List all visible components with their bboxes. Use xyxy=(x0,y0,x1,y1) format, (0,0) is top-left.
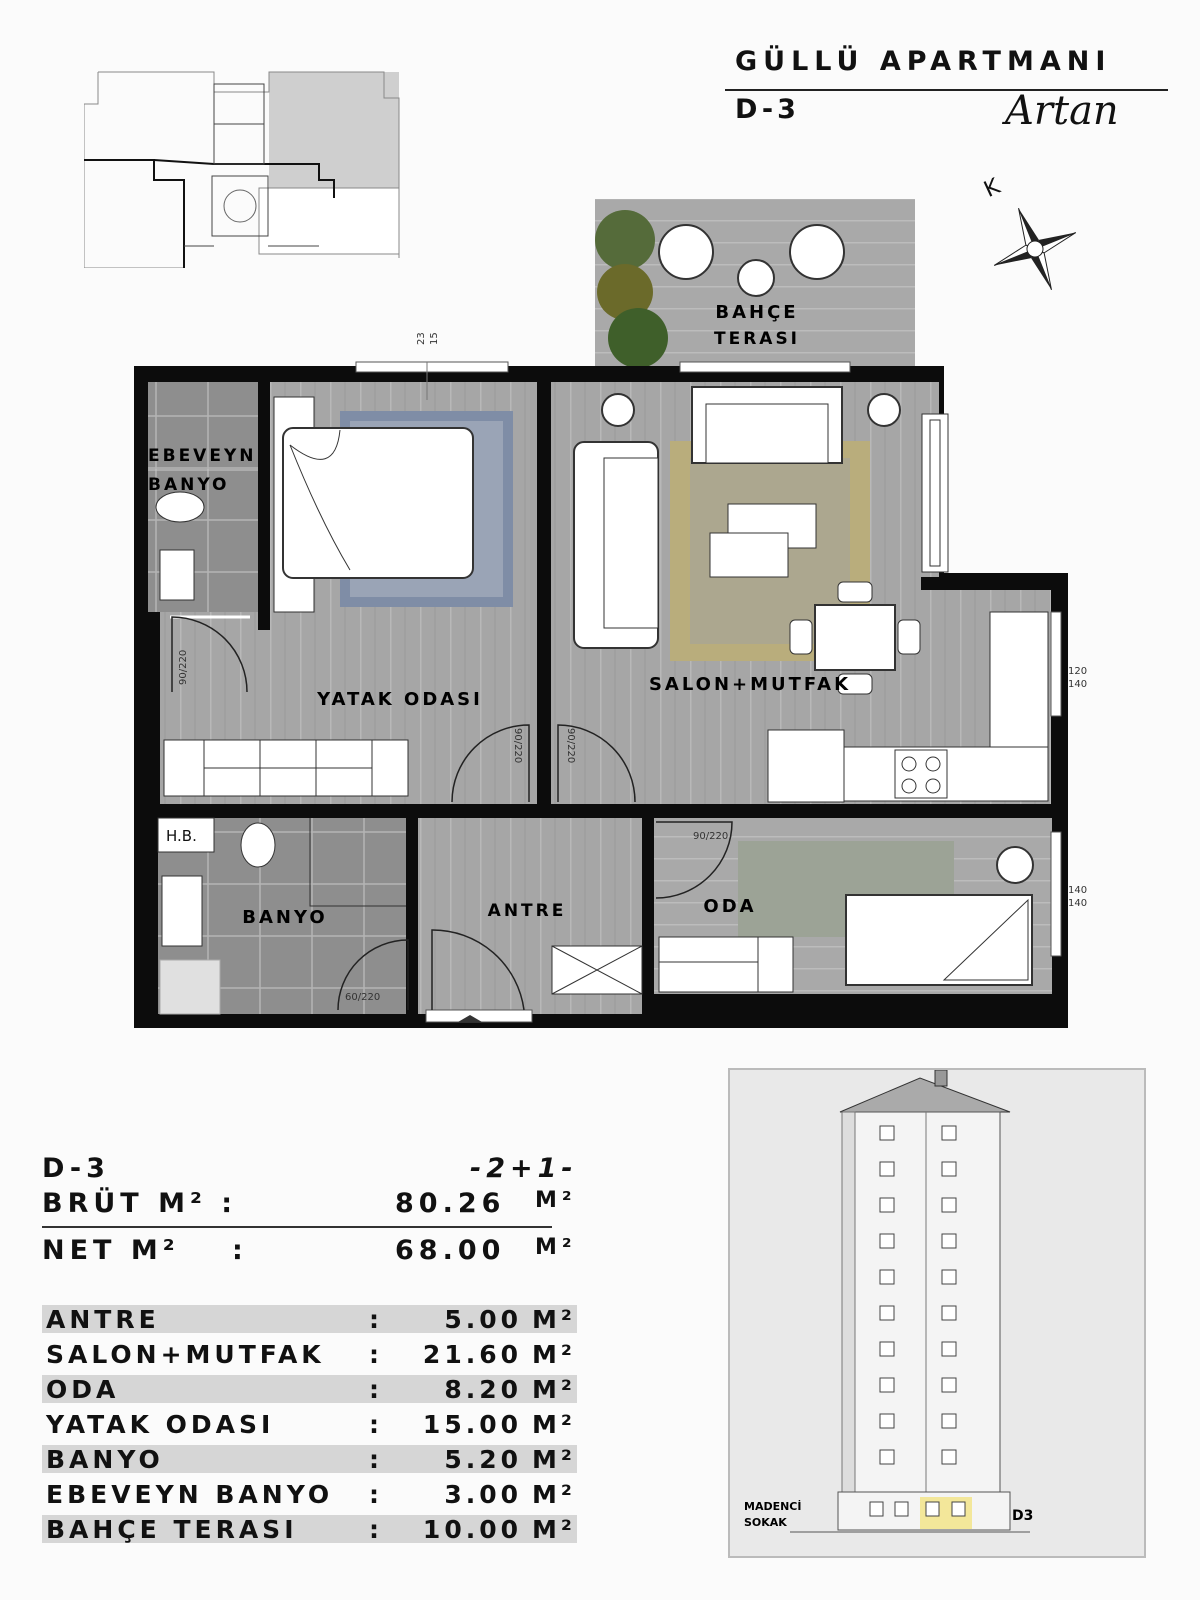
street-label-2: SOKAK xyxy=(744,1516,787,1529)
elevation-window xyxy=(942,1234,956,1248)
elevation-window xyxy=(942,1378,956,1392)
dim-door-salon-b: 90/220 xyxy=(565,728,576,764)
banyo-label: BANYO xyxy=(242,907,328,928)
hb-label: H.B. xyxy=(166,827,197,845)
dim-window-oda-a: 140 xyxy=(1068,885,1088,896)
salon-mutfak-label: SALON+MUTFAK xyxy=(648,674,852,695)
net-colon: : xyxy=(232,1235,248,1266)
area-row: EBEVEYN BANYO : 3.00 M² xyxy=(46,1480,576,1509)
unit-marker: D3 xyxy=(1012,1508,1034,1524)
area-row: ANTRE : 5.00 M² xyxy=(42,1305,577,1333)
dim-window-salon-b: 140 xyxy=(1068,679,1088,690)
dim-door-oda: 90/220 xyxy=(693,831,729,842)
elevation-window xyxy=(942,1414,956,1428)
dim-top-b: 15 xyxy=(429,332,440,345)
area-row: SALON+MUTFAK : 21.60 M² xyxy=(46,1340,576,1369)
oda-label: ODA xyxy=(703,896,757,917)
elevation-window xyxy=(880,1198,894,1212)
elevation-window xyxy=(880,1162,894,1176)
brand-logo: Artan xyxy=(1005,88,1119,134)
summary-unit-type: -2+1- xyxy=(470,1153,578,1184)
dim-window-salon-a: 120 xyxy=(1068,666,1088,677)
dim-door-banyo: 60/220 xyxy=(345,992,381,1003)
elevation-window xyxy=(942,1342,956,1356)
gross-unit: M² xyxy=(535,1188,577,1213)
elevation-window xyxy=(942,1198,956,1212)
elevation-window xyxy=(942,1270,956,1284)
bed xyxy=(283,428,473,578)
unit-code: D-3 xyxy=(735,94,800,125)
elevation-window xyxy=(942,1450,956,1464)
elevation-window xyxy=(880,1450,894,1464)
area-row: YATAK ODASI : 15.00 M² xyxy=(46,1410,576,1439)
elevation-window xyxy=(942,1126,956,1140)
elevation-window xyxy=(880,1306,894,1320)
oda-bed xyxy=(846,895,1032,985)
gross-value: 80.26 xyxy=(395,1188,506,1219)
elevation-window xyxy=(880,1378,894,1392)
elevation-window xyxy=(880,1414,894,1428)
yatak-odasi-label: YATAK ODASI xyxy=(317,689,483,710)
area-row: BAHÇE TERASI : 10.00 M² xyxy=(42,1515,577,1543)
compass-north-label: K xyxy=(980,174,1005,203)
net-label: NET M² xyxy=(42,1235,180,1266)
summary-unit-code: D-3 xyxy=(42,1153,110,1184)
building-name: GÜLLÜ APARTMANI xyxy=(735,46,1112,77)
terrace-label-2: TERASI xyxy=(713,329,801,349)
elevation-window xyxy=(870,1502,883,1516)
net-unit: M² xyxy=(535,1235,577,1260)
dim-window-oda-b: 140 xyxy=(1068,898,1088,909)
ebeveyn-banyo-label-2: BANYO xyxy=(148,475,230,495)
ebeveyn-banyo-label-1: EBEVEYN xyxy=(148,446,257,466)
elevation-window xyxy=(926,1502,939,1516)
terrace-label-1: BAHÇE xyxy=(715,302,799,323)
net-value: 68.00 xyxy=(395,1235,506,1266)
elevation-window xyxy=(880,1234,894,1248)
elevation-window xyxy=(880,1342,894,1356)
elevation-window xyxy=(942,1306,956,1320)
street-label-1: MADENCİ xyxy=(744,1500,802,1513)
gross-label: BRÜT M² : xyxy=(42,1188,238,1219)
elevation-window xyxy=(880,1270,894,1284)
elevation-window xyxy=(942,1162,956,1176)
summary-divider xyxy=(42,1226,552,1228)
elevation-window xyxy=(880,1126,894,1140)
dim-top-a: 23 xyxy=(416,332,427,345)
dining-table xyxy=(815,605,895,670)
elevation-window xyxy=(895,1502,908,1516)
dim-door-salon-a: 90/220 xyxy=(512,728,523,764)
building-elevation xyxy=(728,1068,1146,1558)
dim-door-yatak: 90/220 xyxy=(178,649,189,685)
antre-label: ANTRE xyxy=(487,901,567,921)
elevation-window xyxy=(952,1502,965,1516)
area-row: ODA : 8.20 M² xyxy=(42,1375,577,1403)
area-row: BANYO : 5.20 M² xyxy=(42,1445,577,1473)
